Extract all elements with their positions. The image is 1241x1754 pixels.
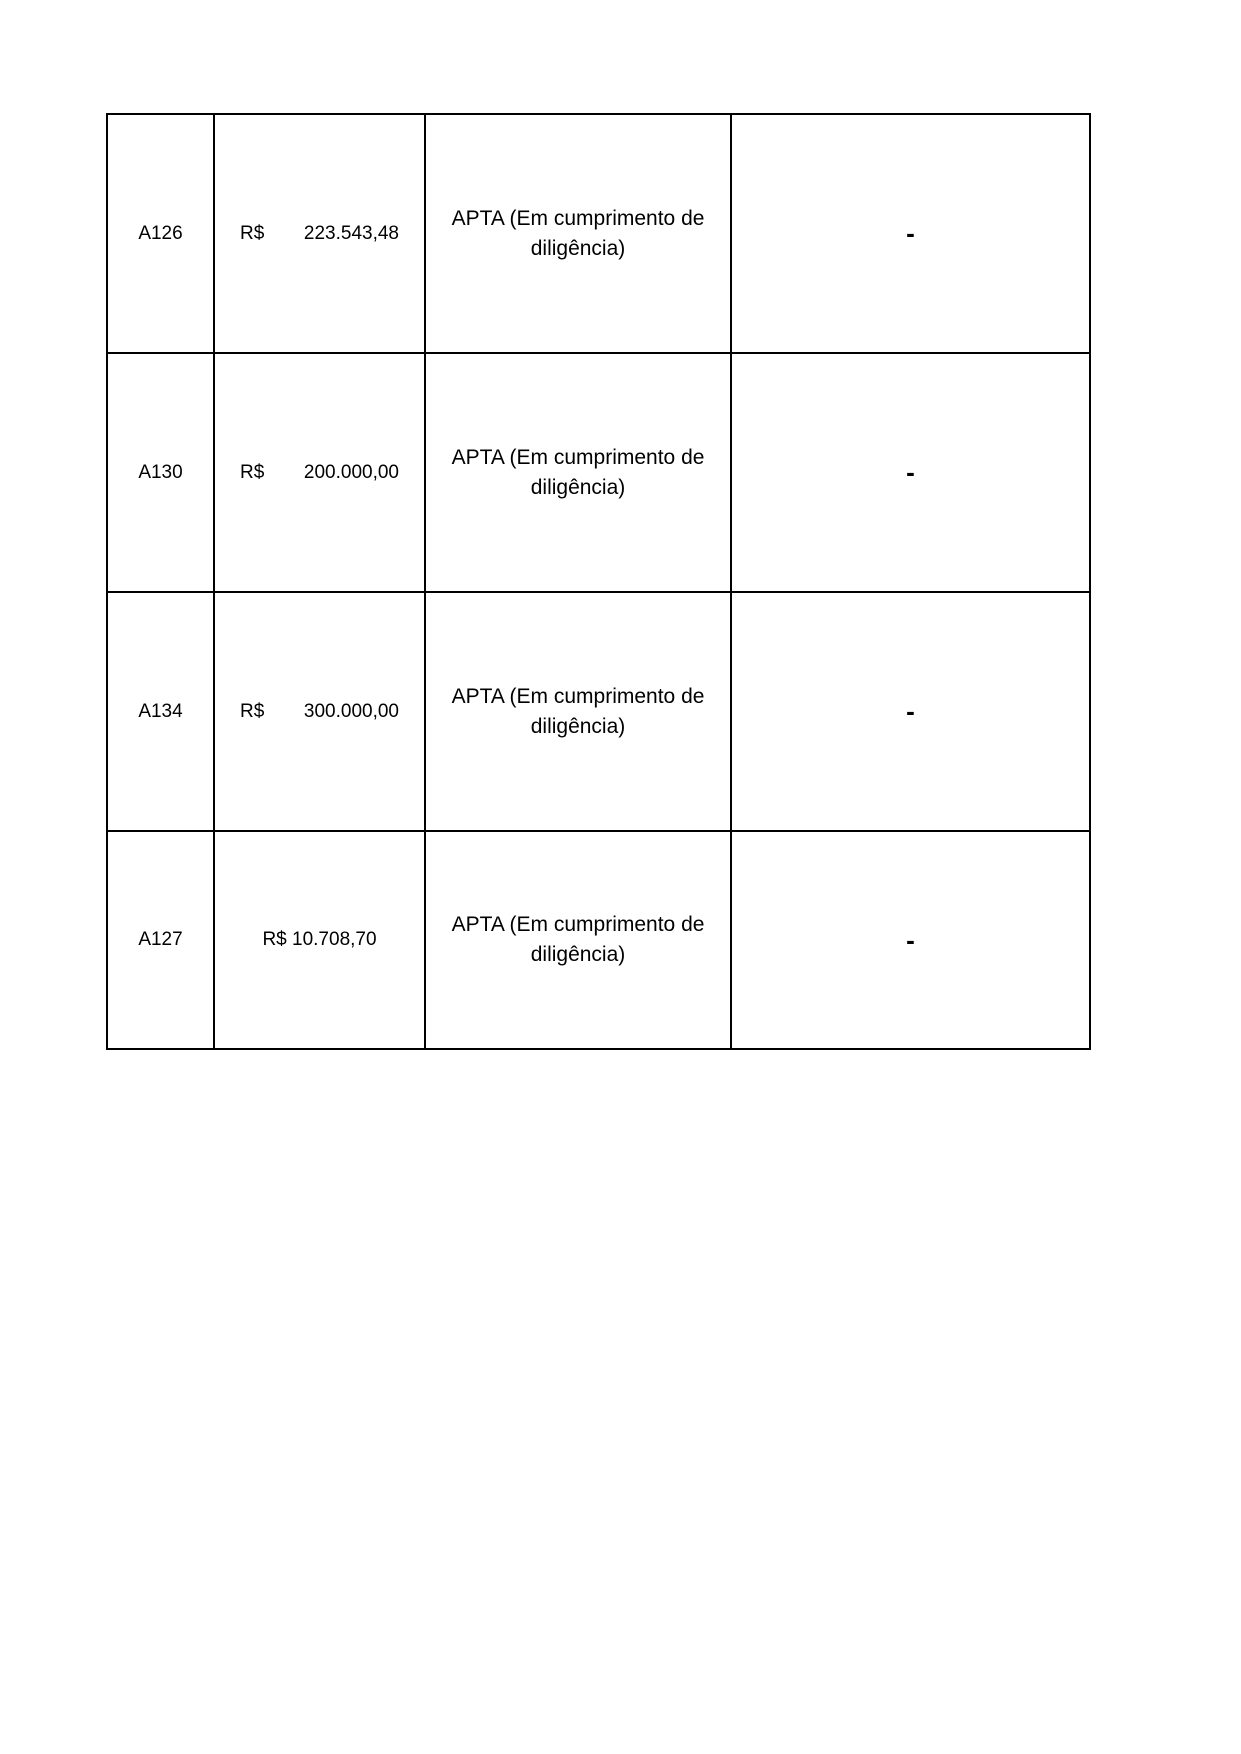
code-cell — [107, 114, 214, 353]
status-cell — [425, 831, 731, 1049]
currency-symbol: R$ — [240, 700, 265, 722]
note-cell — [731, 592, 1090, 831]
amount-value: R$ 10.708,70 — [262, 929, 377, 950]
status-cell — [425, 592, 731, 831]
status-text-line1: APTA (Em cumprimento de — [451, 445, 705, 469]
note-cell — [731, 831, 1090, 1049]
status-text-line1: APTA (Em cumprimento de — [451, 206, 705, 230]
code-cell — [107, 831, 214, 1049]
status-text-line2: diligência) — [530, 714, 626, 738]
currency-symbol: R$ — [240, 222, 265, 244]
proposal-code: A134 — [138, 700, 183, 722]
note-dash: - — [906, 924, 915, 955]
code-cell — [107, 592, 214, 831]
status-text-line2: diligência) — [530, 943, 626, 966]
value-cell — [214, 114, 425, 353]
value-cell — [214, 353, 425, 592]
note-cell — [731, 114, 1090, 353]
code-cell — [107, 353, 214, 592]
status-cell — [425, 114, 731, 353]
status-text-line2: diligência) — [530, 475, 626, 499]
value-cell — [214, 592, 425, 831]
status-cell — [425, 353, 731, 592]
table-row — [107, 592, 1090, 831]
note-dash: - — [906, 457, 915, 487]
proposal-code: A130 — [138, 461, 183, 483]
table-row — [107, 114, 1090, 353]
currency-symbol: R$ — [240, 461, 265, 483]
proposals-table — [106, 113, 1091, 1050]
amount-value: 223.543,48 — [303, 222, 399, 244]
note-dash: - — [906, 218, 915, 248]
status-text-line1: APTA (Em cumprimento de — [451, 684, 705, 708]
value-cell — [214, 831, 425, 1049]
table-row — [107, 831, 1090, 1049]
amount-value: 300.000,00 — [303, 700, 399, 722]
status-text-line2: diligência) — [530, 236, 626, 260]
table-row — [107, 353, 1090, 592]
note-cell — [731, 353, 1090, 592]
amount-value: 200.000,00 — [303, 461, 399, 483]
note-dash: - — [906, 696, 915, 726]
proposal-code: A126 — [138, 222, 183, 244]
status-text-line1: APTA (Em cumprimento de — [451, 913, 705, 936]
proposal-code: A127 — [138, 929, 183, 950]
